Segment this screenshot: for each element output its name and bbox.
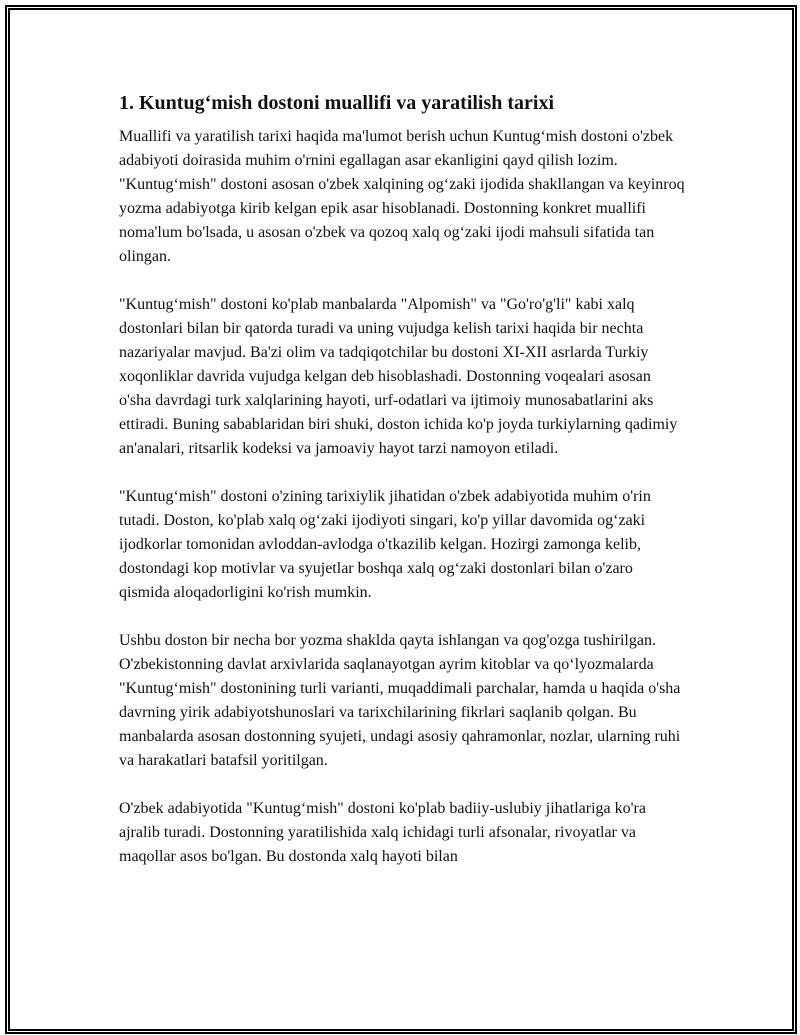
paragraph-5: O'zbek adabiyotida "Kuntug‘mish" dostoni ko'plab badiiy-uslubiy jihatlariga ko'ra ajralib turadi. Dostonning yaratilishida xalq ichidagi turli afsonalar, rivoyatlar va maqollar asos bo'lgan. Bu dostonda xalq hayoti bilan [119, 800, 646, 865]
paragraph-4: Ushbu doston bir necha bor yozma shaklda qayta ishlangan va qog'ozga tushirilgan. O'zbekistonning davlat arxivlarida saqlanayotgan ayrim kitoblar va qo‘lyozmalarda "Kuntug‘mish" dostonining turli varianti, muqaddimali parchalar, hamda u haqida o'sha davrning yirik adabiyotshunoslari va tarixchilarining fikrlari saqlanib qolgan. Bu manbalarda asosan dostonning syujeti, undagi asosiy qahramonlar, nozlar, ularning ruhi va harakatlari batafsil yoritilgan. [119, 632, 681, 769]
paragraph-3: "Kuntug‘mish" dostoni o'zining tarixiylik jihatidan o'zbek adabiyotida muhim o'rin tutadi. Doston, ko'plab xalq og‘zaki ijodiyoti singari, ko'p yillar davomida og‘zaki ijodkorlar tomonidan avloddan-avlodga o'tkazilib kelgan. Hozirgi zamonga kelib, dostondagi kop motivlar va syujetlar boshqa xalq og‘zaki dostonlari bilan o'zaro qismida aloqadorligini ko'rish mumkin. [119, 488, 651, 601]
document-body [113, 90, 685, 893]
section-heading: 1. Kuntug‘mish dostoni muallifi va yaratilish tarixi [119, 92, 555, 114]
paragraph-1: Muallifi va yaratilish tarixi haqida ma'lumot berish uchun Kuntug‘mish dostoni o'zbek adabiyoti doirasida muhim o'rnini egallagan asar ekanligini qayd qilish lozim. "Kuntug‘mish" dostoni asosan o'zbek xalqining og‘zaki ijodida shakllangan va keyinroq yozma adabiyotga kirib kelgan epik asar hisoblanadi. Dostonning konkret muallifi noma'lum bo'lsada, u asosan o'zbek va qozoq xalq og‘zaki ijodi mahsuli sifatida tan olingan. [119, 128, 685, 265]
paragraph-2: "Kuntug‘mish" dostoni ko'plab manbalarda "Alpomish" va "Go'ro'g'li" kabi xalq dostonlari bilan bir qatorda turadi va uning vujudga kelish tarixi haqida bir nechta nazariyalar mavjud. Ba'zi olim va tadqiqotchilar bu dostoni XI-XII asrlarda Turkiy xoqonliklar davrida vujudga kelgan deb hisoblashadi. Dostonning voqealari asosan o'sha davrdagi turk xalqlarining hayoti, urf-odatlari va ijtimoiy munosabatlarini aks ettiradi. Buning sabablaridan biri shuki, doston ichida ko'p joyda turkiylarning qadimiy an'analari, ritsarlik kodeksi va jamoaviy hayot tarzi namoyon etiladi. [119, 296, 678, 457]
